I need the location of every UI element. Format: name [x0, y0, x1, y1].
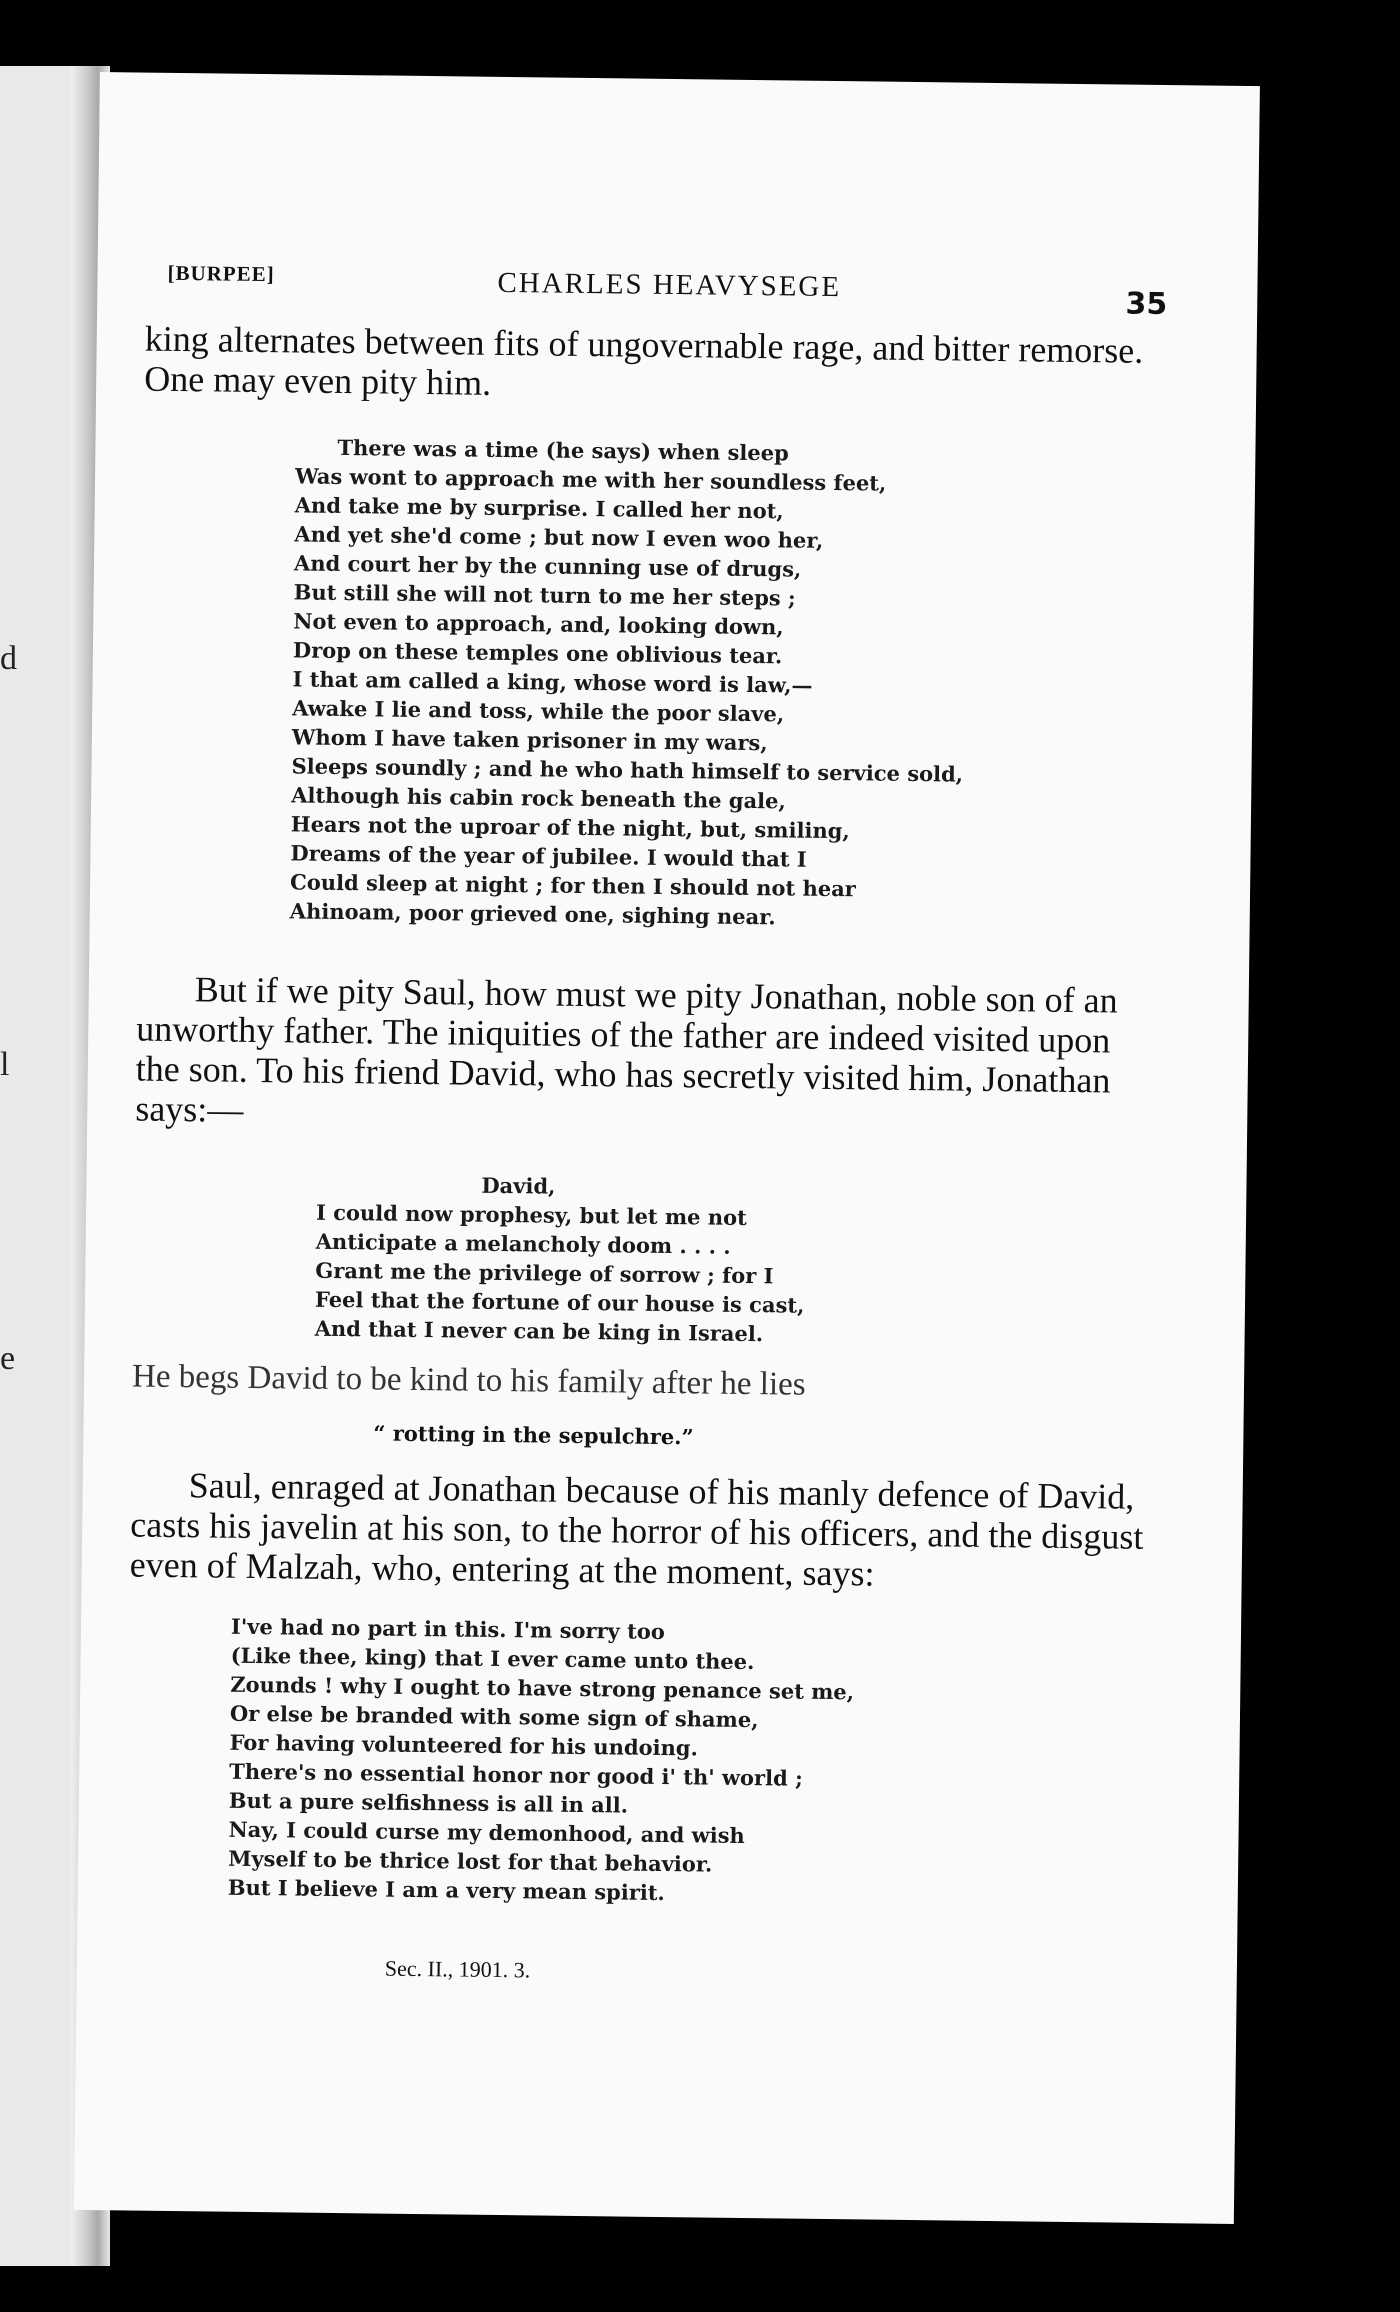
left-page-fragment: e: [0, 1340, 16, 1377]
verse-line: I've had no part in this. I'm sorry too: [230, 1613, 666, 1645]
verse-jonathan: [314, 1169, 805, 1349]
verse-line: And take me by surprise. I called her not,: [294, 492, 784, 524]
verse-line: David,: [481, 1172, 556, 1199]
verse-malzah: [228, 1612, 855, 1910]
left-page-fragment: d: [0, 640, 17, 677]
paragraph-line: the son. To his friend David, who has secretly visited him, Jonathan: [135, 1048, 1111, 1101]
verse-line: And yet she'd come ; but now I even woo her,: [294, 521, 824, 553]
verse-line: Awake I lie and toss, while the poor slave,: [292, 695, 785, 727]
verse-line: Or else be branded with some sign of shame,: [229, 1700, 759, 1733]
verse-line: Zounds ! why I ought to have strong penance set me,: [230, 1671, 855, 1705]
verse-line: I could now prophesy, but let me not: [315, 1199, 747, 1230]
paragraph-line: says:—: [135, 1088, 244, 1130]
verse-line: Could sleep at night ; for then I should not hear: [289, 869, 856, 902]
verse-line: Feel that the fortune of our house is cast,: [314, 1286, 805, 1318]
verse-line: But I believe I am a very mean spirit.: [227, 1874, 666, 1906]
verse-line: Grant me the privilege of sorrow ; for I: [315, 1257, 774, 1289]
signature-mark: Sec. II., 1901. 3.: [384, 1955, 531, 1983]
header-title: CHARLES HEAVYSEGE: [497, 266, 842, 304]
verse-line: Drop on these temples one oblivious tear.: [292, 637, 783, 669]
sepulchre-quote: “ rotting in the sepulchre.”: [373, 1420, 694, 1450]
verse-line: Nay, I could curse my demonhood, and wish: [228, 1816, 745, 1849]
paragraph-line: Saul, enraged at Jonathan because of his manly defence of David,: [188, 1465, 1135, 1517]
verse-line: (Like thee, king) that I ever came unto thee.: [230, 1642, 755, 1675]
verse-line: Anticipate a melancholy doom . . . .: [315, 1228, 731, 1259]
verse-line: I that am called a king, whose word is law,—: [292, 666, 813, 698]
verse-line: But a pure selfishness is all in all.: [228, 1787, 629, 1818]
left-page-fragment: l: [0, 1046, 10, 1083]
verse-line: And that I never can be king in Israel.: [314, 1315, 764, 1347]
verse-line: There was a time (he says) when sleep: [337, 434, 789, 466]
verse-saul: [290, 432, 968, 933]
paragraph-line: But if we pity Saul, how must we pity Jonathan, noble son of an: [194, 969, 1118, 1021]
paragraph-line: One may even pity him.: [144, 358, 492, 403]
verse-line: Myself to be thrice lost for that behavior.: [228, 1845, 713, 1877]
paragraph-line: casts his javelin at his son, to the horror of his officers, and the disgust: [130, 1504, 1144, 1557]
verse-line: Was wont to approach me with her soundless feet,: [294, 463, 887, 496]
header-author-tag: [BURPEE]: [167, 260, 275, 287]
verse-line: There's no essential honor nor good i' th' world ;: [229, 1758, 803, 1791]
verse-line: And court her by the cunning use of drugs,: [293, 550, 802, 582]
verse-line: Whom I have taken prisoner in my wars,: [291, 724, 768, 756]
verse-line: But still she will not turn to me her steps ;: [293, 579, 796, 611]
verse-line: Ahinoam, poor grieved one, sighing near.: [289, 898, 776, 930]
verse-line: Although his cabin rock beneath the gale,: [291, 782, 786, 814]
book-page: [74, 72, 1260, 2224]
verse-line: Dreams of the year of jubilee. I would that I: [290, 840, 807, 872]
paragraph-line: unworthy father. The iniquities of the father are indeed visited upon: [136, 1008, 1111, 1061]
verse-line: Not even to approach, and, looking down,: [293, 608, 784, 640]
page-number: 35: [1125, 286, 1168, 323]
verse-line: Sleeps soundly ; and he who hath himself to service sold,: [291, 753, 964, 787]
paragraph-line: king alternates between fits of ungovernable rage, and bitter remorse.: [144, 318, 1144, 371]
paragraph-david-family: He begs David to be kind to his family after he lies: [131, 1358, 806, 1403]
paragraph-saul-javelin: [129, 1464, 1144, 1596]
opening-paragraph: [144, 319, 1155, 411]
verse-line: Hears not the uproar of the night, but, smiling,: [290, 811, 850, 844]
verse-line: For having volunteered for his undoing.: [229, 1729, 699, 1761]
paragraph-line: even of Malzah, who, entering at the moment, says:: [129, 1544, 875, 1594]
paragraph-jonathan: [135, 969, 1147, 1141]
